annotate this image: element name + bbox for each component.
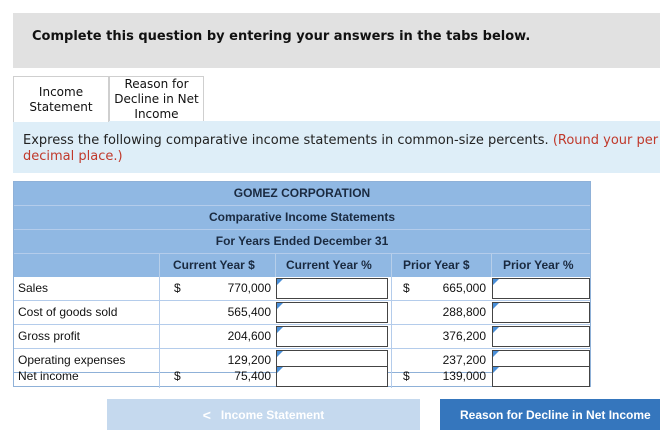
col-current-dollar: Current Year $ (173, 258, 255, 272)
prompt-main: Express the following comparative income statements in common-size percents. (23, 133, 549, 148)
tab-income-statement[interactable] (13, 76, 109, 122)
prior-year-amount: 665,000 (442, 281, 486, 295)
prior-year-amount: 376,200 (442, 329, 486, 343)
company-name: GOMEZ CORPORATION (233, 186, 371, 200)
prior-year-amount: 237,200 (442, 353, 486, 367)
row-label: Net income (18, 369, 79, 383)
statement-title: Comparative Income Statements (208, 210, 396, 224)
current-year-amount: 565,400 (227, 305, 271, 319)
next-tab-button[interactable] (440, 399, 660, 430)
prior-year-amount: 139,000 (442, 369, 486, 383)
prompt-round-note-2: decimal place.) (23, 149, 123, 164)
current-year-amount: 770,000 (227, 281, 271, 295)
table-row-net-income (14, 365, 590, 387)
table-row-gross-profit (14, 325, 590, 348)
col-prior-percent: Prior Year % (503, 258, 574, 272)
col-prior-dollar: Prior Year $ (403, 258, 470, 272)
prev-tab-label: Income Statement (220, 407, 325, 422)
period-header (14, 230, 590, 253)
current-year-amount: 75,400 (234, 369, 271, 383)
col-current-percent: Current Year % (286, 258, 372, 272)
current-year-percent-input[interactable] (276, 278, 388, 299)
tab-income-statement-label: Income Statement (29, 84, 93, 114)
table-row-cost-of-goods-sold (14, 301, 590, 324)
tab-reason-for-decline[interactable] (109, 76, 204, 121)
income-statement-table (13, 181, 591, 387)
prior-year-percent-input[interactable] (492, 326, 590, 347)
dollar-sign: $ (403, 369, 410, 383)
instructions-title: Complete this question by entering your answers in the tabs below. (32, 29, 531, 44)
current-year-percent-input[interactable] (276, 366, 388, 387)
current-year-percent-input[interactable] (276, 326, 388, 347)
tab-reason-for-decline-label: Reason for Decline in Net Income (114, 76, 199, 121)
dollar-sign: $ (403, 281, 410, 295)
statement-header (14, 206, 590, 229)
row-label: Sales (18, 281, 49, 295)
column-header-row (14, 254, 590, 277)
next-tab-label: Reason for Decline in Net Income (460, 407, 651, 422)
dollar-sign: $ (174, 369, 181, 383)
row-label: Cost of goods sold (18, 305, 118, 319)
prior-year-percent-input[interactable] (492, 302, 590, 323)
table-row-sales (14, 277, 590, 300)
statement-period: For Years Ended December 31 (215, 234, 389, 248)
company-header (14, 182, 590, 205)
prior-year-percent-input[interactable] (492, 366, 590, 387)
prompt-text (23, 133, 660, 165)
row-label: Gross profit (18, 329, 81, 343)
instructions-bar (13, 13, 660, 68)
prior-year-percent-input[interactable] (492, 278, 590, 299)
chevron-left-icon: < (202, 406, 211, 423)
prompt-round-note: (Round your per (552, 133, 659, 148)
current-year-percent-input[interactable] (276, 302, 388, 323)
prompt-box (13, 121, 660, 173)
row-label: Operating expenses (18, 353, 126, 367)
prior-year-amount: 288,800 (442, 305, 486, 319)
current-year-amount: 129,200 (227, 353, 271, 367)
dollar-sign: $ (174, 281, 181, 295)
prev-tab-button[interactable] (107, 399, 420, 430)
current-year-amount: 204,600 (227, 329, 271, 343)
